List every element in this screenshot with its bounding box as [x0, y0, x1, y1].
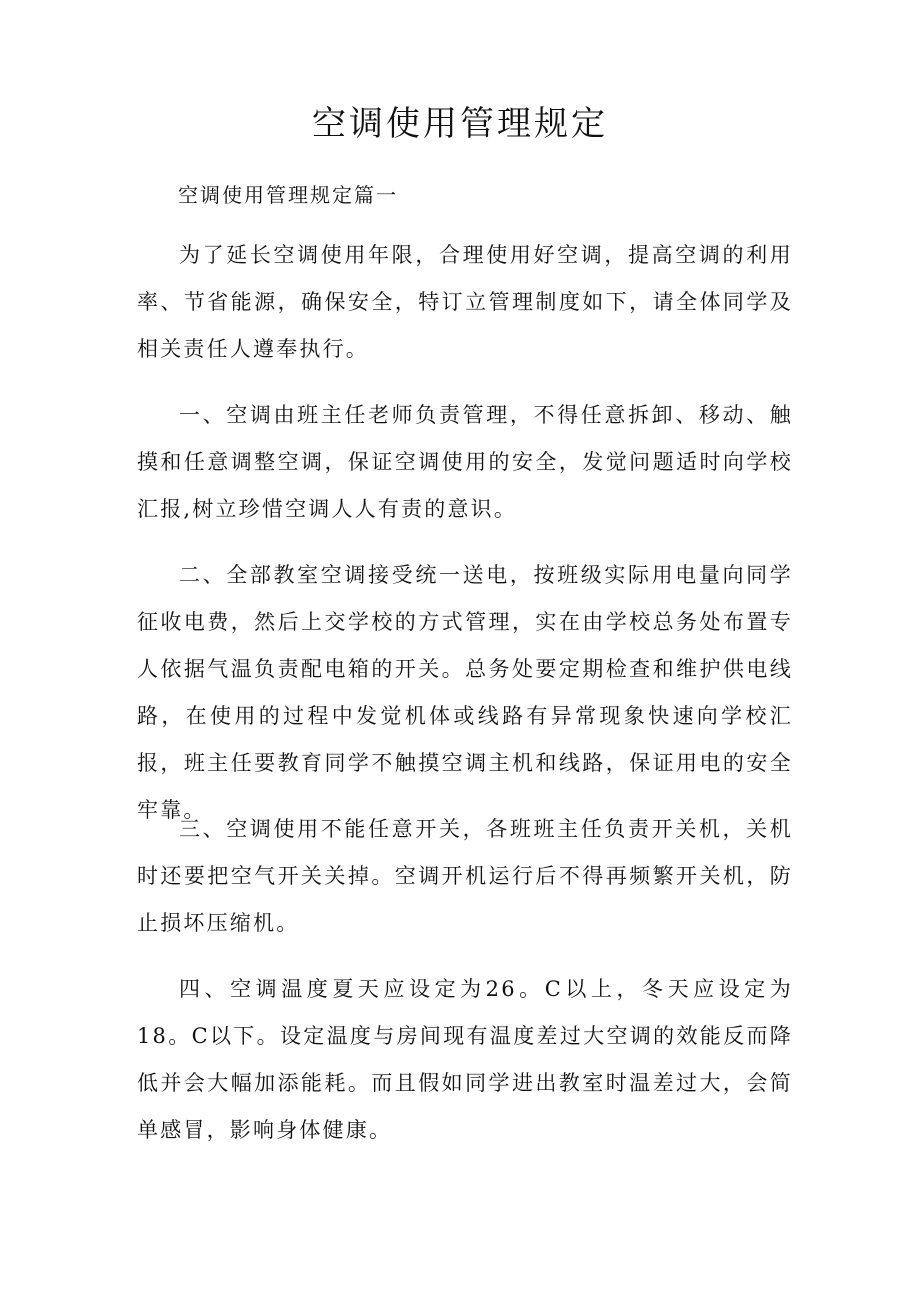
paragraph-rule-3: 三、空调使用不能任意开关，各班班主任负责开关机，关机时还要把空气开关关掉。空调开机运行后不得再频繁开关机，防止损坏压缩机。: [137, 817, 793, 935]
paragraph-rule-1: 一、空调由班主任老师负责管理，不得任意拆卸、移动、触摸和任意调整空调，保证空调使用的安全，发觉问题适时向学校汇报,树立珍惜空调人人有责的意识。: [137, 403, 793, 521]
paragraph-rule-2: 二、全部教室空调接受统一送电，按班级实际用电量向同学征收电费，然后上交学校的方式管理，实在由学校总务处布置专人依据气温负责配电箱的开关。总务处要定期检查和维护供电线路，在使用的过程中发觉机体或线路有异常现象快速向学校汇报，班主任要教育同学不触摸空调主机和线路，保证用电的安全牢靠。: [137, 563, 793, 822]
document-title: 空调使用管理规定: [312, 104, 608, 144]
section-heading: 空调使用管理规定篇一: [178, 183, 398, 207]
paragraph-rule-4: 四、空调温度夏天应设定为26。C以上，冬天应设定为18。C以下。设定温度与房间现有温度差过大空调的效能反而降低并会大幅加添能耗。而且假如同学进出教室时温差过大，会简单感冒，影响身体健康。: [137, 977, 793, 1142]
paragraph-intro: 为了延长空调使用年限，合理使用好空调，提高空调的利用率、节省能源，确保安全，特订立管理制度如下，请全体同学及相关责任人遵奉执行。: [137, 243, 793, 361]
